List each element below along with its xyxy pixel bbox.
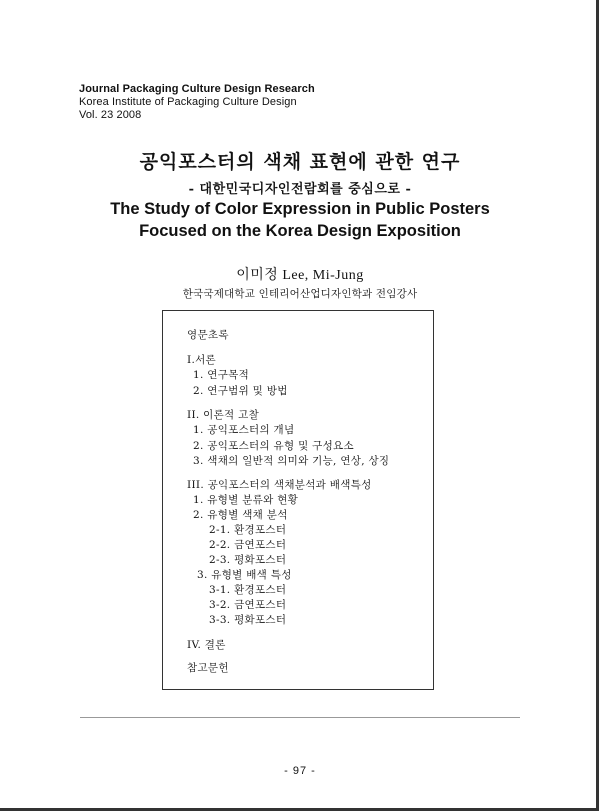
toc-item: 3-2. 금연포스터 xyxy=(209,599,287,611)
journal-header xyxy=(79,83,315,122)
toc-item: 3-1. 환경포스터 xyxy=(209,584,287,596)
journal-name: Journal Packaging Culture Design Research xyxy=(79,83,315,95)
english-title-line2: Focused on the Korea Design Exposition xyxy=(139,222,461,240)
journal-volume: Vol. 23 2008 xyxy=(79,109,142,121)
toc-item: IV. 결론 xyxy=(187,639,226,651)
english-title xyxy=(0,198,600,242)
toc-item: 3. 유형별 배색 특성 xyxy=(197,569,292,581)
toc-item: 3. 색채의 일반적 의미와 기능, 연상, 상징 xyxy=(193,455,390,467)
toc-item: 2-3. 평화포스터 xyxy=(209,554,287,566)
journal-institute: Korea Institute of Packaging Culture Design xyxy=(79,96,297,108)
korean-subtitle: - 대한민국디자인전람회를 중심으로 - xyxy=(188,182,412,197)
author-affiliation: 한국국제대학교 인테리어산업디자인학과 전임강사 xyxy=(182,288,418,300)
toc-item: 1. 공익포스터의 개념 xyxy=(193,424,295,436)
toc-item: 참고문헌 xyxy=(187,662,229,674)
toc-item: 1. 연구목적 xyxy=(193,369,250,381)
toc-item: I.서론 xyxy=(187,354,216,366)
toc-item: III. 공익포스터의 색채분석과 배색특성 xyxy=(187,479,372,491)
toc-item: 2. 연구범위 및 방법 xyxy=(193,385,288,397)
toc-item: 2-1. 환경포스터 xyxy=(209,524,287,536)
page-number: - 97 - xyxy=(284,765,316,777)
toc-item: 2. 공익포스터의 유형 및 구성요소 xyxy=(193,440,354,452)
toc-item: 영문초록 xyxy=(187,329,229,341)
footer-divider xyxy=(80,717,520,718)
toc-item: 3-3. 평화포스터 xyxy=(209,614,287,626)
toc-item: 1. 유형별 분류와 현황 xyxy=(193,494,299,506)
korean-title: 공익포스터의 색채 표현에 관한 연구 xyxy=(139,151,461,173)
toc-item: 2-2. 금연포스터 xyxy=(209,539,287,551)
author-name: 이미정 Lee, Mi-Jung xyxy=(236,268,364,283)
english-title-line1: The Study of Color Expression in Public Posters xyxy=(110,200,490,218)
table-of-contents xyxy=(162,310,434,690)
toc-item: 2. 유형별 색채 분석 xyxy=(193,509,288,521)
toc-item: II. 이론적 고찰 xyxy=(187,409,260,421)
